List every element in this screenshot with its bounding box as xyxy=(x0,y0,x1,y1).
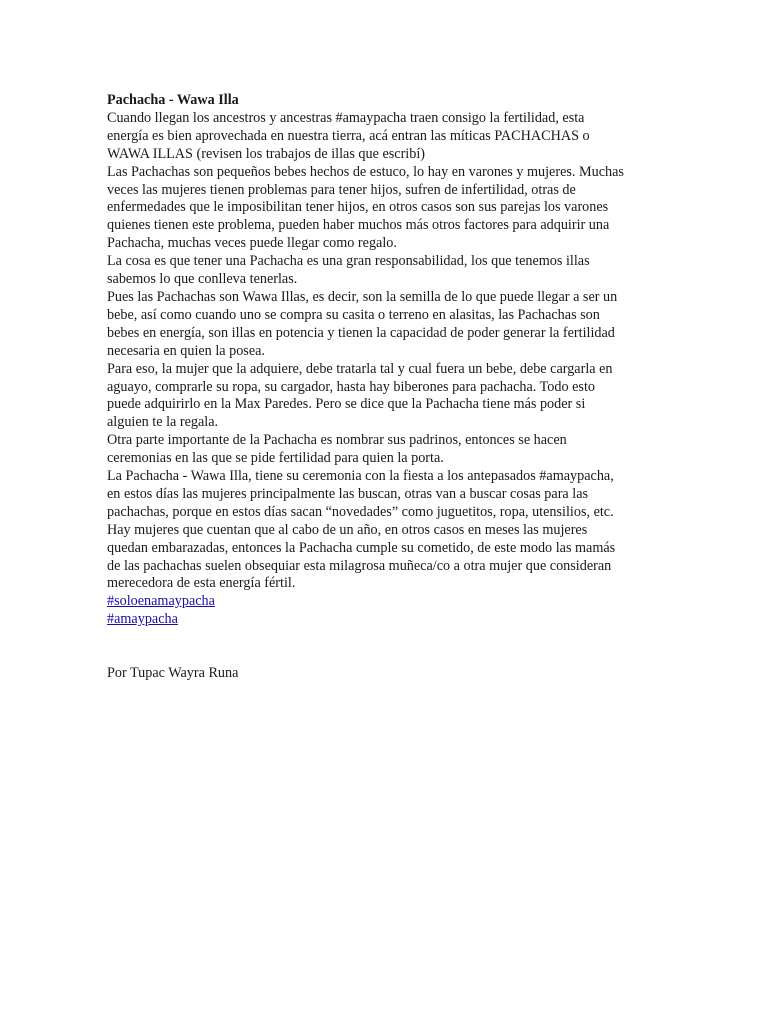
text-line: de las pachachas suelen obsequiar esta milagrosa muñeca/co a otra mujer que consideran xyxy=(107,557,612,574)
spacer xyxy=(107,629,667,665)
paragraph-5 xyxy=(107,361,667,433)
text-line: pachachas, porque en estos días sacan “novedades” como juguetitos, ropa, utensilios, etc. xyxy=(107,503,614,520)
paragraph-3 xyxy=(107,253,667,289)
text-line: necesaria en quien la posea. xyxy=(107,342,265,359)
paragraph-2 xyxy=(107,164,667,254)
text-line: Pachacha, muchas veces puede llegar como regalo. xyxy=(107,235,397,252)
text-line: La cosa es que tener una Pachacha es una gran responsabilidad, los que tenemos illas xyxy=(107,253,590,270)
text-line: WAWA ILLAS (revisen los trabajos de illas que escribí) xyxy=(107,145,425,162)
paragraph-6 xyxy=(107,432,667,468)
text-line: en estos días las mujeres principalmente las buscan, otras van a buscar cosas para las xyxy=(107,485,589,502)
author-signature: Por Tupac Wayra Runa xyxy=(107,664,239,681)
text-line: ceremonias en las que se pide fertilidad para quien la porta. xyxy=(107,450,444,467)
text-line: bebe, así como cuando uno se compra su casita o terreno en alasitas, las Pachachas son xyxy=(107,306,600,323)
text-line: Otra parte importante de la Pachacha es nombrar sus padrinos, entonces se hacen xyxy=(107,432,567,449)
text-line: La Pachacha - Wawa Illa, tiene su ceremonia con la fiesta a los antepasados #amaypacha, xyxy=(107,468,614,485)
hashtag-list xyxy=(107,593,667,629)
text-line: merecedora de esta energía fértil. xyxy=(107,575,296,592)
hashtag-link-amaypacha[interactable]: #amaypacha xyxy=(107,611,178,628)
text-line: quedan embarazadas, entonces la Pachacha cumple su cometido, de este modo las mamás xyxy=(107,539,616,556)
text-line: alguien te la regala. xyxy=(107,414,219,431)
paragraph-1 xyxy=(107,110,667,164)
hashtag-link-soloenamaypacha[interactable]: #soloenamaypacha xyxy=(107,593,215,610)
text-line: aguayo, comprarle su ropa, su cargador, hasta hay biberones para pachacha. Todo esto xyxy=(107,378,595,395)
text-line: Hay mujeres que cuentan que al cabo de un año, en otros casos en meses las mujeres xyxy=(107,521,588,538)
paragraph-8 xyxy=(107,522,667,594)
paragraph-7 xyxy=(107,468,667,522)
text-line: Pues las Pachachas son Wawa Illas, es decir, son la semilla de lo que puede llegar a ser un xyxy=(107,288,618,305)
text-line: veces las mujeres tienen problemas para tener hijos, sufren de infertilidad, otras de xyxy=(107,181,576,198)
text-line: Cuando llegan los ancestros y ancestras #amaypacha traen consigo la fertilidad, esta xyxy=(107,109,585,126)
document-title: Pachacha - Wawa Illa xyxy=(107,92,239,108)
text-line: puede adquirirlo en la Max Paredes. Pero se dice que la Pachacha tiene más poder si xyxy=(107,396,586,413)
paragraph-4 xyxy=(107,289,667,361)
text-line: bebes en energía, son illas en potencia y tienen la capacidad de poder generar la fertilidad xyxy=(107,324,615,341)
text-line: enfermedades que le imposibilitan tener hijos, en otros casos son sus parejas los varones xyxy=(107,199,609,216)
document-body xyxy=(107,92,667,683)
text-line: sabemos lo que conlleva tenerlas. xyxy=(107,271,298,288)
text-line: quienes tienen este problema, pueden haber muchos más otros factores para adquirir una xyxy=(107,217,610,234)
text-line: Las Pachachas son pequeños bebes hechos de estuco, lo hay en varones y mujeres. Muchas xyxy=(107,163,624,180)
text-line: Para eso, la mujer que la adquiere, debe tratarla tal y cual fuera un bebe, debe cargarla en xyxy=(107,360,613,377)
text-line: energía es bien aprovechada en nuestra tierra, acá entran las míticas PACHACHAS o xyxy=(107,127,590,144)
